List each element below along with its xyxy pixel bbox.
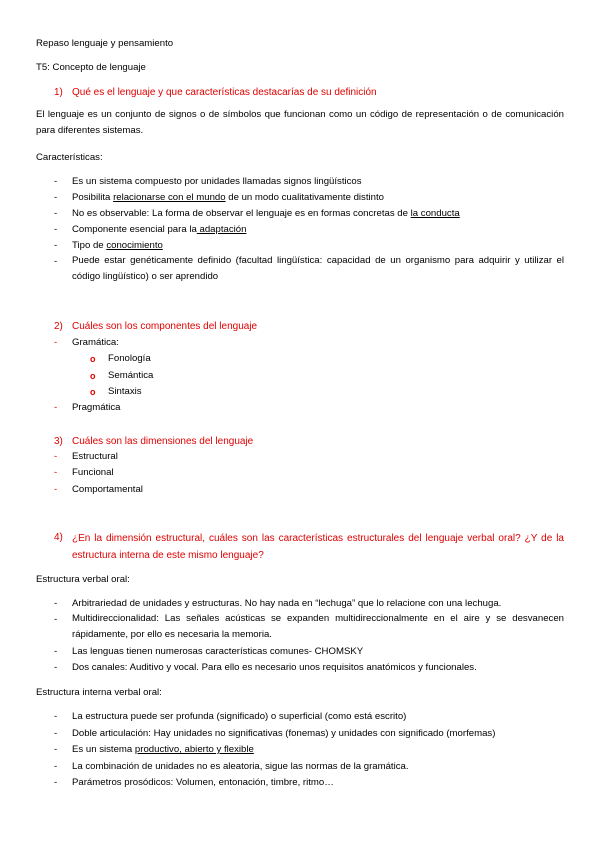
component-pragmatica: Pragmática bbox=[72, 402, 121, 413]
bullet-dash: - bbox=[54, 467, 58, 478]
question-3-text: Cuáles son las dimensiones del lenguaje bbox=[72, 436, 254, 447]
oral-item-3: Las lenguas tienen numerosas características comunes- CHOMSKY bbox=[72, 646, 364, 657]
bullet-dash: - bbox=[54, 744, 58, 755]
characteristic-6: Puede estar genéticamente definido (facultad lingüística: capacidad de un organismo para adquirir y utilizar el código lingüístico) o ser aprendido bbox=[72, 255, 564, 282]
dimension-comportamental: Comportamental bbox=[72, 484, 143, 495]
characteristic-3-underlined: la conducta bbox=[410, 208, 460, 219]
component-fonologia: Fonología bbox=[108, 353, 151, 364]
characteristic-5 bbox=[72, 240, 163, 252]
characteristic-2 bbox=[72, 192, 384, 204]
sub-bullet-circle: o bbox=[90, 354, 96, 364]
question-2-number: 2) bbox=[54, 321, 63, 332]
bullet-dash: - bbox=[54, 598, 58, 609]
characteristic-4-underlined: adaptación bbox=[196, 224, 247, 235]
question-4-text: ¿En la dimensión estructural, cuáles son las características estructurales del lenguaje verbal oral? ¿Y de la estructura interna de este mismo lenguaje? bbox=[72, 533, 564, 561]
oral-item-4: Dos canales: Auditivo y vocal. Para ello es necesario unos requisitos anatómicos y funcionales. bbox=[72, 662, 477, 673]
component-semantica: Semántica bbox=[108, 370, 154, 381]
bullet-dash: - bbox=[54, 646, 58, 657]
bullet-dash: - bbox=[54, 402, 58, 413]
bullet-dash: - bbox=[54, 240, 58, 251]
oral-structure-label: Estructura verbal oral: bbox=[36, 574, 130, 585]
bullet-dash: - bbox=[54, 451, 58, 462]
bullet-dash: - bbox=[54, 728, 58, 739]
bullet-dash: - bbox=[54, 777, 58, 788]
bullet-dash: - bbox=[54, 484, 58, 495]
internal-item-5: Parámetros prosódicos: Volumen, entonación, timbre, ritmo… bbox=[72, 777, 334, 788]
bullet-dash: - bbox=[54, 711, 58, 722]
internal-item-3-pre: Es un sistema bbox=[72, 744, 135, 755]
definition-paragraph: El lenguaje es un conjunto de signos o de símbolos que funcionan como un código de representación o de comunicación para diferentes sistemas. bbox=[36, 109, 564, 136]
internal-item-4: La combinación de unidades no es aleatoria, sigue las normas de la gramática. bbox=[72, 761, 409, 772]
bullet-dash: - bbox=[54, 761, 58, 772]
characteristic-2-pre: Posibilita bbox=[72, 192, 114, 203]
question-1-text: Qué es el lenguaje y que características destacarías de su definición bbox=[72, 87, 377, 98]
bullet-dash: - bbox=[54, 224, 58, 235]
bullet-dash: - bbox=[54, 662, 58, 673]
component-gramatica: Gramática: bbox=[72, 337, 119, 348]
sub-bullet-circle: o bbox=[90, 371, 96, 381]
topic-heading: T5: Concepto de lenguaje bbox=[36, 62, 146, 73]
dimension-funcional: Funcional bbox=[72, 467, 114, 478]
sub-bullet-circle: o bbox=[90, 387, 96, 397]
question-4-number: 4) bbox=[54, 532, 63, 543]
characteristics-label: Características: bbox=[36, 152, 103, 163]
bullet-dash: - bbox=[54, 256, 58, 267]
characteristic-5-pre: Tipo de bbox=[72, 240, 107, 251]
characteristic-3-pre: No es observable: La forma de observar el lenguaje es en formas concretas de bbox=[72, 208, 411, 219]
question-1-number: 1) bbox=[54, 87, 63, 98]
component-sintaxis: Sintaxis bbox=[108, 386, 142, 397]
characteristic-2-underlined: relacionarse con el mundo bbox=[113, 192, 226, 203]
question-2-text: Cuáles son los componentes del lenguaje bbox=[72, 321, 258, 332]
question-3-number: 3) bbox=[54, 436, 63, 447]
internal-item-1: La estructura puede ser profunda (significado) o superficial (como está escrito) bbox=[72, 711, 407, 722]
characteristic-4 bbox=[72, 224, 246, 236]
bullet-dash: - bbox=[54, 192, 58, 203]
oral-item-2: Multidireccionalidad: Las señales acústicas se expanden multidireccionalmente en el aire y se desvanecen rápidamente, por ello es necesaria la memoria. bbox=[72, 613, 564, 640]
internal-item-3 bbox=[72, 744, 254, 756]
characteristic-1: Es un sistema compuesto por unidades llamadas signos lingüísticos bbox=[72, 176, 362, 187]
characteristic-4-pre: Componente esencial para la bbox=[72, 224, 197, 235]
bullet-dash: - bbox=[54, 176, 58, 187]
doc-title: Repaso lenguaje y pensamiento bbox=[36, 38, 174, 49]
oral-item-1: Arbitrariedad de unidades y estructuras. No hay nada en “lechuga” que lo relacione con una lechuga. bbox=[72, 598, 502, 609]
bullet-dash: - bbox=[54, 208, 58, 219]
bullet-dash: - bbox=[54, 337, 58, 348]
characteristic-5-underlined: conocimiento bbox=[106, 240, 163, 251]
bullet-dash: - bbox=[54, 614, 58, 625]
dimension-estructural: Estructural bbox=[72, 451, 118, 462]
internal-item-2: Doble articulación: Hay unidades no significativas (fonemas) y unidades con significado (morfemas) bbox=[72, 728, 496, 739]
internal-structure-label: Estructura interna verbal oral: bbox=[36, 687, 162, 698]
internal-item-3-underlined: productivo, abierto y flexible bbox=[134, 744, 254, 755]
characteristic-2-post: de un modo cualitativamente distinto bbox=[225, 192, 384, 203]
characteristic-3 bbox=[72, 208, 460, 220]
